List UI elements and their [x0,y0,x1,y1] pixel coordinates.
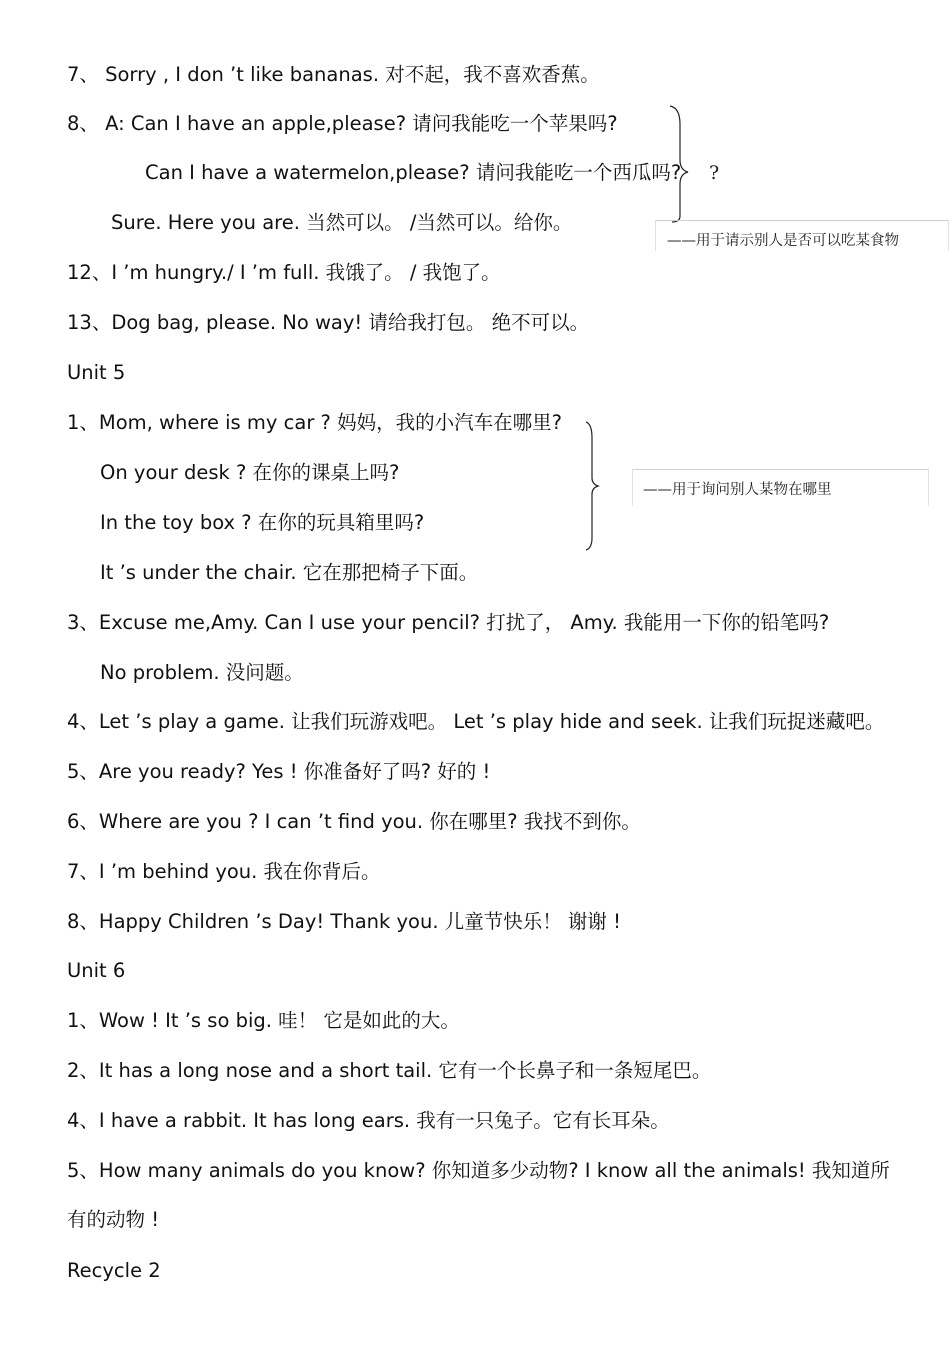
sentence-u5-3a: 3、Excuse me,Amy. Can I use your pencil? 打扰了， Amy. 我能用一下你的铅笔吗? [67,611,830,634]
sentence-u4-8c: Sure. Here you are. 当然可以。 /当然可以。给你。 [111,211,573,234]
sentence-u5-5: 5、Are you ready? Yes ! 你准备好了吗? 好的 ! [67,760,491,783]
sentence-u5-1c: In the toy box ? 在你的玩具箱里吗? [100,511,425,534]
sentence-u6-2: 2、It has a long nose and a short tail. 它有一个长鼻子和一条短尾巴。 [67,1059,712,1082]
sentence-u4-13: 13、Dog bag, please. No way! 请给我打包。 绝不可以。 [67,311,590,334]
brace-location-question [582,420,606,552]
heading-recycle-2: Recycle 2 [67,1259,161,1282]
sentence-u6-1: 1、Wow ! It ’s so big. 哇！ 它是如此的大。 [67,1009,460,1032]
sentence-u4-8a: 8、 A: Can I have an apple,please? 请问我能吃一个苹果吗? [67,112,618,135]
heading-unit-6: Unit 6 [67,959,126,982]
brace-food-request [666,104,696,224]
sentence-u5-8: 8、Happy Children ’s Day! Thank you. 儿童节快乐！ 谢谢 ! [67,910,621,933]
sentence-u5-6: 6、Where are you ? I can ’t find you. 你在哪里? 我找不到你。 [67,810,641,833]
sentence-u6-5a: 5、How many animals do you know? 你知道多少动物? I know all the animals! 我知道所 [67,1159,890,1182]
sentence-u5-1d: It ’s under the chair. 它在那把椅子下面。 [100,561,479,584]
sentence-u4-8b: Can I have a watermelon,please? 请问我能吃一个西瓜吗? [145,161,682,184]
sentence-u6-4: 4、I have a rabbit. It has long ears. 我有一只兔子。它有长耳朵。 [67,1109,670,1132]
brace-question-mark: ? [709,162,720,184]
sentence-u5-1b: On your desk ? 在你的课桌上吗? [100,461,400,484]
sentence-u5-1a: 1、Mom, where is my car ? 妈妈，我的小汽车在哪里? [67,411,562,434]
sentence-u6-5b: 有的动物 ! [67,1208,160,1231]
sentence-u4-7: 7、 Sorry , I don ’t like bananas. 对不起，我不喜欢香蕉。 [67,63,600,86]
note-food-request: ——用于请示别人是否可以吃某食物 [667,233,899,249]
sentence-u5-7: 7、I ’m behind you. 我在你背后。 [67,860,381,883]
note-location-question: ——用于询问别人某物在哪里 [643,482,832,498]
sentence-u5-3b: No problem. 没问题。 [100,661,304,684]
heading-unit-5: Unit 5 [67,361,126,384]
sentence-u4-12: 12、I ’m hungry./ I ’m full. 我饿了。 / 我饱了。 [67,261,501,284]
sentence-u5-4: 4、Let ’s play a game. 让我们玩游戏吧。 Let ’s play hide and seek. 让我们玩捉迷藏吧。 [67,710,885,733]
